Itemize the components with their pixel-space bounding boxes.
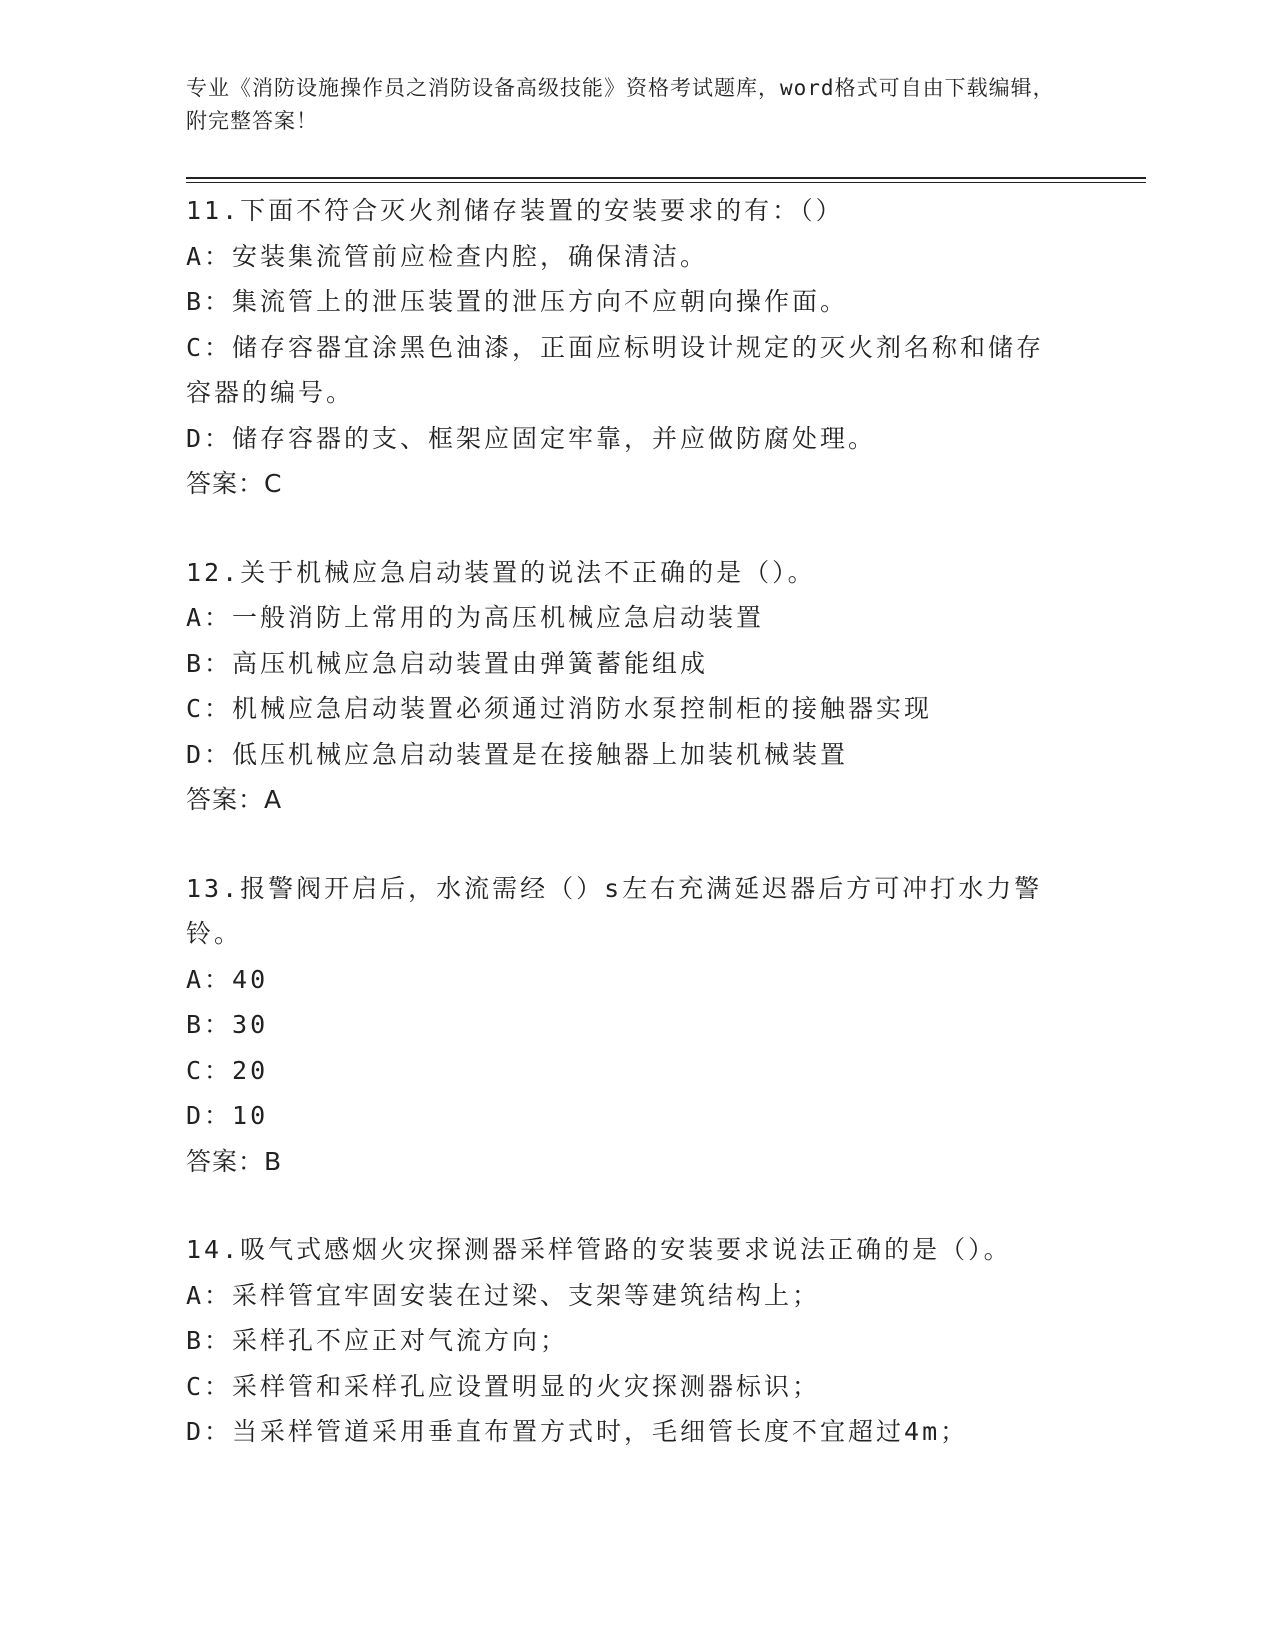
header-divider-thick xyxy=(186,177,1146,179)
option-c: C：20 xyxy=(186,1055,269,1085)
option-c: C：储存容器宜涂黑色油漆，正面应标明设计规定的灭火剂名称和储存容器的编号。 xyxy=(186,332,1045,407)
option-d: D：低压机械应急启动装置是在接触器上加装机械装置 xyxy=(186,739,849,769)
answer: 答案：C xyxy=(186,469,283,498)
answer: 答案：B xyxy=(186,1146,283,1176)
option-d: D：当采样管道采用垂直布置方式时，毛细管长度不宜超过4m； xyxy=(186,1417,969,1446)
question-list xyxy=(186,188,1066,1498)
document-header: 专业《消防设施操作员之消防设备高级技能》资格考试题库，word格式可自由下载编辑，附完整答案！ xyxy=(186,76,1055,133)
question-stem: 12.关于机械应急启动装置的说法不正确的是（）。 xyxy=(186,557,816,587)
option-a: A：一般消防上常用的为高压机械应急启动装置 xyxy=(186,603,765,632)
option-a: A：安装集流管前应检查内腔，确保清洁。 xyxy=(186,241,709,271)
option-b: B：30 xyxy=(186,1010,269,1039)
option-b: B：采样孔不应正对气流方向； xyxy=(186,1326,569,1355)
option-b: B：高压机械应急启动装置由弹簧蓄能组成 xyxy=(186,648,709,678)
option-a: A：40 xyxy=(186,964,269,994)
option-d: D：10 xyxy=(186,1101,269,1130)
header-divider-thin xyxy=(186,182,1146,183)
question-stem: 14.吸气式感烟火灾探测器采样管路的安装要求说法正确的是（）。 xyxy=(186,1235,1012,1264)
option-b: B：集流管上的泄压装置的泄压方向不应朝向操作面。 xyxy=(186,287,849,316)
question-14 xyxy=(186,1227,1066,1455)
option-c: C：机械应急启动装置必须通过消防水泵控制柜的接触器实现 xyxy=(186,694,933,723)
question-stem: 13.报警阀开启后，水流需经（）s左右充满延迟器后方可冲打水力警铃。 xyxy=(186,873,1043,948)
answer: 答案：A xyxy=(186,785,283,814)
option-d: D：储存容器的支、框架应固定牢靠，并应做防腐处理。 xyxy=(186,423,877,453)
option-a: A：采样管宜牢固安装在过梁、支架等建筑结构上； xyxy=(186,1280,821,1310)
question-11 xyxy=(186,188,1066,507)
question-13 xyxy=(186,866,1066,1185)
question-stem: 11.下面不符合灭火剂储存装置的安装要求的有：（） xyxy=(186,196,844,225)
question-12 xyxy=(186,550,1066,823)
option-c: C：采样管和采样孔应设置明显的火灾探测器标识； xyxy=(186,1371,821,1401)
